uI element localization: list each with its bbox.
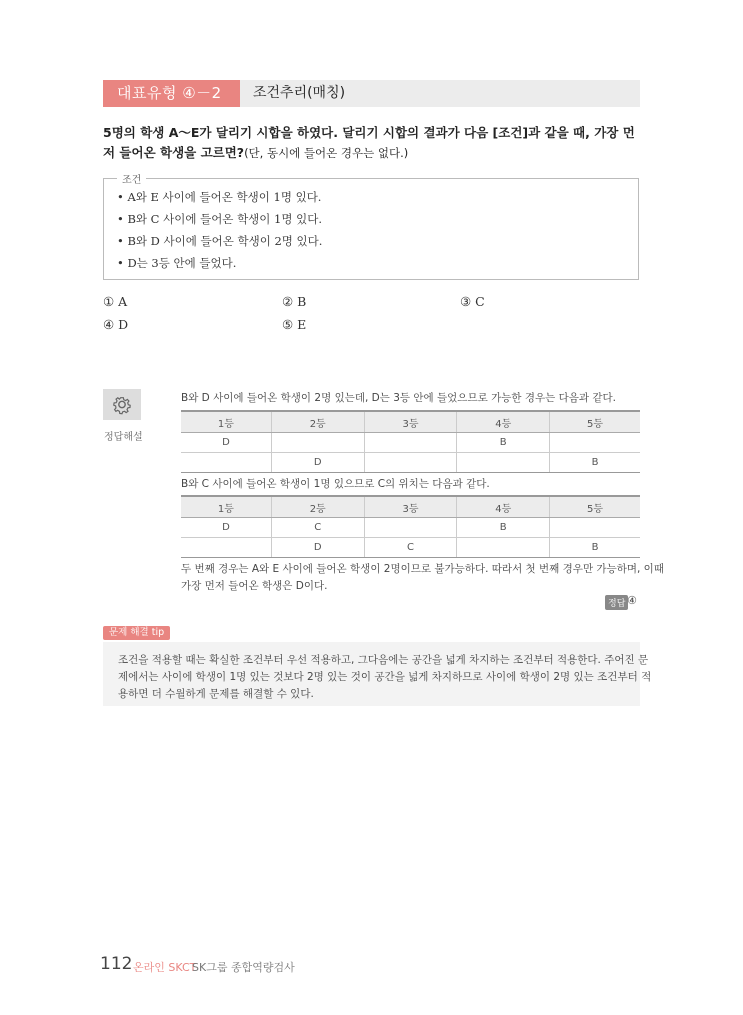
- table-header-row: [181, 411, 640, 433]
- tip-tag: 문제 해결 tip: [103, 626, 170, 640]
- option-1: ① A: [103, 294, 128, 309]
- table-row: [181, 518, 640, 538]
- table-cell: [181, 453, 271, 473]
- solution-label: 정답해설: [104, 432, 143, 443]
- table-cell: [181, 538, 271, 558]
- tip-line: 조건을 적용할 때는 확실한 조건부터 우선 적용하고, 그다음에는 공간을 넓게 차지하는 조건부터 적용한다. 주어진 문: [118, 654, 649, 666]
- table-cell: B: [457, 518, 550, 538]
- solution-line-3: 두 번째 경우는 A와 E 사이에 들어온 학생이 2명이므로 불가능하다. 따라서 첫 번째 경우만 가능하며, 이때: [181, 563, 664, 575]
- question-note: (단, 동시에 들어온 경우는 없다.): [244, 146, 409, 160]
- question-main: 5명의 학생 A～E가 달리기 시합을 하였다. 달리기 시합의 결과가 다음 [조건]과 같을 때, 가장 먼저 들어온 학생을 고르면?: [103, 125, 635, 160]
- tip-line: 제에서는 사이에 학생이 1명 있는 것보다 2명 있는 것이 공간을 넓게 차지하므로 사이에 학생이 2명 있는 조건부터 적: [118, 671, 652, 683]
- table-cell: [364, 518, 457, 538]
- table-header-cell: 1등: [181, 496, 271, 518]
- condition-label: 조건: [117, 171, 146, 186]
- rank-table-2: [181, 495, 640, 558]
- option-5: ⑤ E: [282, 317, 307, 332]
- question-text: [103, 123, 643, 163]
- table-cell: B: [457, 433, 550, 453]
- table-cell: C: [364, 538, 457, 558]
- solution-line-2: B와 C 사이에 들어온 학생이 1명 있으므로 C의 위치는 다음과 같다.: [181, 478, 490, 490]
- table-row: [181, 538, 640, 558]
- table-cell: [364, 433, 457, 453]
- answer-badge: 정답: [605, 595, 628, 610]
- table-header-cell: 2등: [271, 411, 364, 433]
- solution-icon-box: [103, 389, 141, 420]
- option-4: ④ D: [103, 317, 129, 332]
- table-row: [181, 433, 640, 453]
- table-header-cell: 2등: [271, 496, 364, 518]
- table-cell: [550, 433, 640, 453]
- table-header-cell: 1등: [181, 411, 271, 433]
- type-title: 조건추리(매칭): [253, 85, 346, 101]
- table-header-cell: 4등: [457, 411, 550, 433]
- footer-book-title: SK그룹 종합역량검사: [192, 961, 295, 974]
- condition-item: • B와 D 사이에 들어온 학생이 2명 있다.: [117, 234, 323, 248]
- page-number: 112: [100, 954, 133, 974]
- condition-item: • D는 3등 안에 들었다.: [117, 256, 237, 270]
- table-cell: B: [550, 538, 640, 558]
- gear-icon: [103, 389, 141, 420]
- rank-table-1: [181, 410, 640, 473]
- table-cell: D: [181, 433, 271, 453]
- table-cell: D: [271, 538, 364, 558]
- solution-line-4: 가장 먼저 들어온 학생은 D이다.: [181, 580, 328, 592]
- option-3: ③ C: [460, 294, 485, 309]
- table-header-cell: 5등: [550, 411, 640, 433]
- footer-brand: 온라인 SKCT: [133, 961, 197, 974]
- table-cell: [457, 538, 550, 558]
- table-header-cell: 3등: [364, 411, 457, 433]
- type-tag: 대표유형 ④－2: [103, 80, 240, 107]
- table-header-row: [181, 496, 640, 518]
- table-cell: D: [181, 518, 271, 538]
- table-header-cell: 4등: [457, 496, 550, 518]
- table-cell: [457, 453, 550, 473]
- table-cell: [271, 433, 364, 453]
- table-header-cell: 5등: [550, 496, 640, 518]
- tip-line: 용하면 더 수월하게 문제를 해결할 수 있다.: [118, 688, 314, 700]
- answer-value: ④: [627, 594, 637, 607]
- solution-line-1: B와 D 사이에 들어온 학생이 2명 있는데, D는 3등 안에 들었으므로 가능한 경우는 다음과 같다.: [181, 392, 616, 404]
- table-row: [181, 453, 640, 473]
- table-header-cell: 3등: [364, 496, 457, 518]
- table-cell: C: [271, 518, 364, 538]
- condition-item: • B와 C 사이에 들어온 학생이 1명 있다.: [117, 212, 323, 226]
- option-2: ② B: [282, 294, 307, 309]
- condition-item: • A와 E 사이에 들어온 학생이 1명 있다.: [117, 190, 322, 204]
- table-cell: B: [550, 453, 640, 473]
- table-cell: [364, 453, 457, 473]
- table-cell: D: [271, 453, 364, 473]
- table-cell: [550, 518, 640, 538]
